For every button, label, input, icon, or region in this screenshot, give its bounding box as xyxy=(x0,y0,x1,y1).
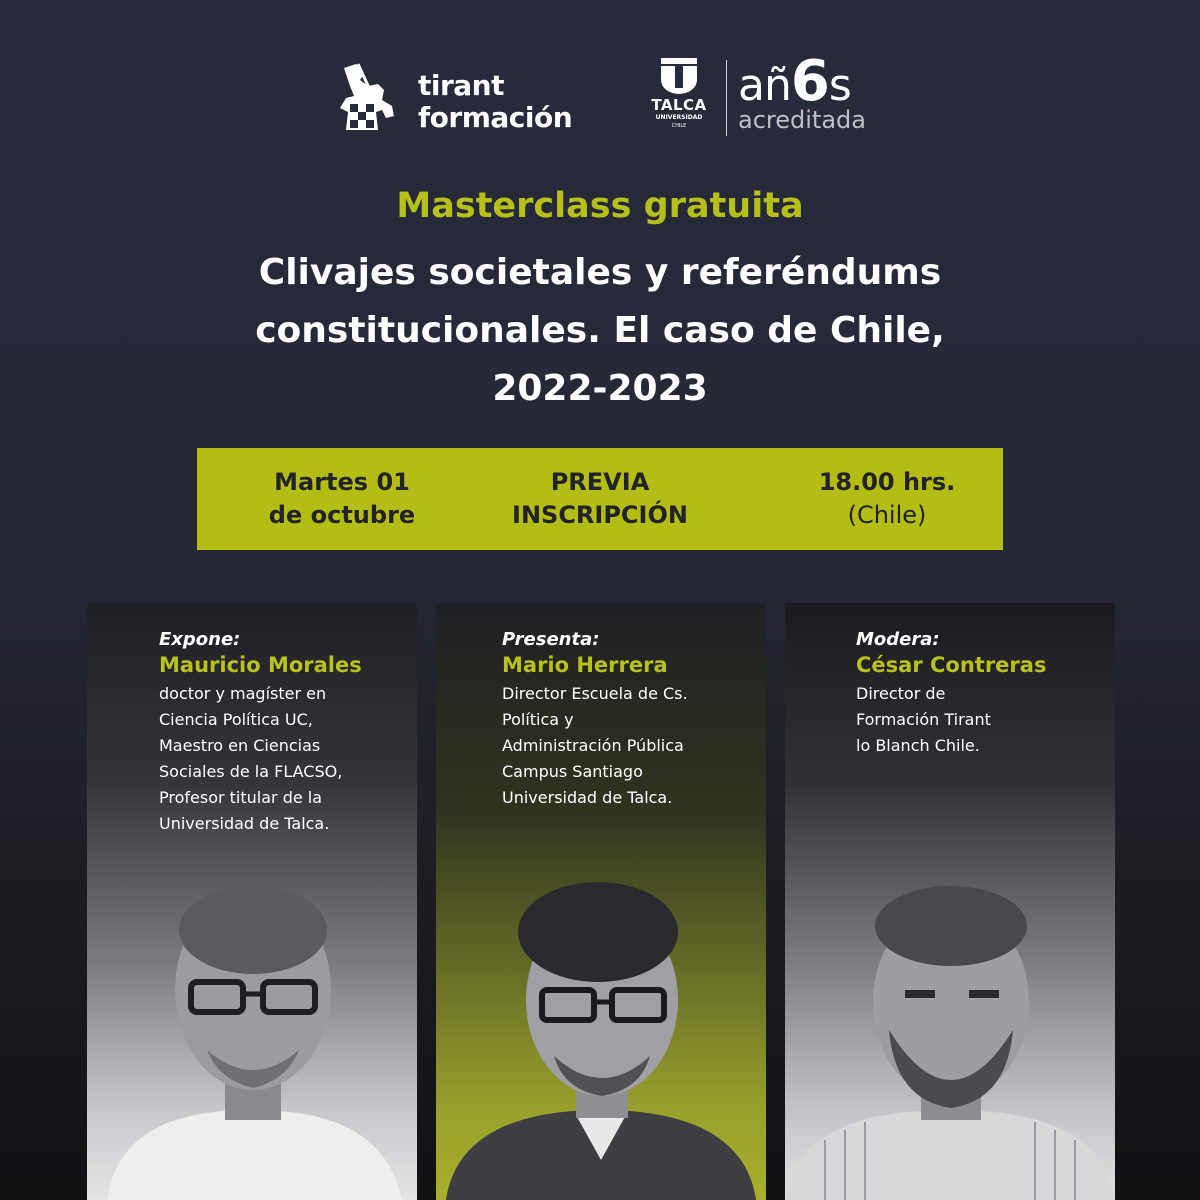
speaker-portrait xyxy=(87,860,417,1200)
universidad-talca-logo xyxy=(645,56,715,138)
event-time: 18.00 hrs. (Chile) xyxy=(818,468,956,529)
speaker-role: Expone: xyxy=(159,629,241,650)
masterclass-kicker: Masterclass gratuita xyxy=(396,186,804,226)
speaker-card-modera xyxy=(785,603,1115,1200)
event-info-bar xyxy=(197,448,1003,550)
registration-note: PREVIA INSCRIPCIÓN xyxy=(512,468,688,529)
speaker-role: Presenta: xyxy=(502,629,600,650)
formacion-wordmark: formación xyxy=(418,101,573,134)
speaker-card-presenta xyxy=(436,603,766,1200)
anos-suffix: s xyxy=(828,60,851,111)
talca-emblem-icon xyxy=(645,56,713,96)
speaker-bio: Director de Formación Tirant lo Blanch Chile. xyxy=(856,684,991,755)
speaker-bio: Director Escuela de Cs. Política y Administración Pública Campus Santiago Universidad de Talca. xyxy=(502,684,688,807)
event-date: Martes 01 de octubre xyxy=(268,468,416,529)
tirant-formacion-logo xyxy=(334,60,584,140)
knight-chess-icon xyxy=(334,60,400,134)
speaker-card-expone xyxy=(87,603,417,1200)
title-line: constitucionales. El caso de Chile, xyxy=(255,310,945,351)
speaker-name: Mario Herrera xyxy=(502,653,668,677)
talca-wordmark: TALCA xyxy=(651,96,707,114)
logo-divider xyxy=(726,60,727,136)
speaker-name: Mauricio Morales xyxy=(159,653,362,677)
speaker-name: César Contreras xyxy=(856,653,1047,677)
speaker-portrait xyxy=(436,860,766,1200)
anos-prefix: añ xyxy=(738,60,791,111)
tirant-wordmark: tirant xyxy=(418,69,505,102)
title-line: 2022-2023 xyxy=(492,368,708,409)
event-title xyxy=(100,244,1100,418)
speaker-role: Modera: xyxy=(856,629,940,650)
speaker-bio: doctor y magíster en Ciencia Política UC, Maestro en Ciencias Sociales de la FLACSO, Profesor titular de la Universidad de Talca. xyxy=(159,684,343,833)
title-line: Clivajes societales y referéndums xyxy=(258,252,942,293)
speaker-portrait xyxy=(785,860,1115,1200)
anos-number: 6 xyxy=(790,49,829,114)
talca-country-text: CHILE xyxy=(671,123,687,129)
anos-acreditada-logo xyxy=(738,49,878,138)
talca-universidad-text: UNIVERSIDAD xyxy=(655,114,703,121)
acreditada-text: acreditada xyxy=(738,106,866,134)
